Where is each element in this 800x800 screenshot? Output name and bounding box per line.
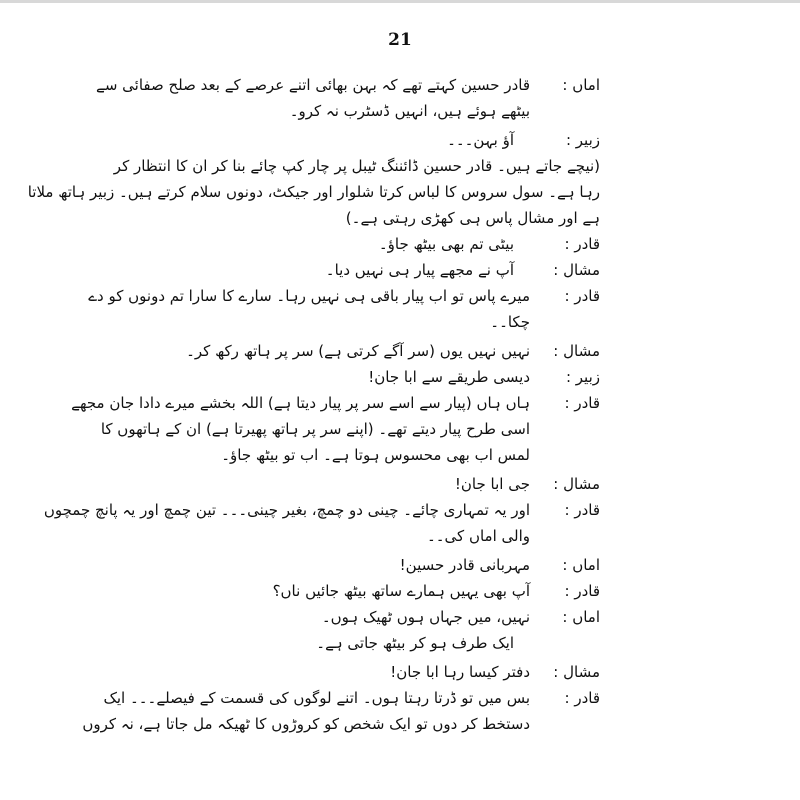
speaker-label: زبیر :	[565, 368, 600, 386]
speaker-label: اماں :	[562, 76, 600, 94]
dialogue-text: ہاں ہاں (پیار سے اسے سر پر پیار دیتا ہے) اللہ بخشے میرے دادا جان مجھے	[71, 394, 530, 412]
stage-direction-line	[190, 205, 600, 231]
dialogue-line	[190, 231, 600, 257]
stage-direction-line	[113, 153, 600, 179]
dialogue-line	[190, 257, 600, 283]
speaker-label: مشال :	[553, 342, 600, 360]
dialogue-line	[100, 416, 600, 442]
stage-direction-line	[27, 179, 600, 205]
dialogue-text: بیٹی تم بھی بیٹھ جاؤ۔	[378, 235, 514, 253]
stage-direction-text: ایک طرف ہو کر بیٹھ جاتی ہے۔	[316, 634, 514, 652]
script-body	[27, 72, 600, 737]
dialogue-text: آؤ بہن۔۔۔	[447, 131, 514, 149]
dialogue-line	[190, 364, 600, 390]
dialogue-line	[190, 578, 600, 604]
dialogue-text: جی ابا جان!	[454, 475, 530, 493]
dialogue-text: بس میں تو ڈرتا رہتا ہوں۔ اتنے لوگوں کی قسمت کے فیصلے۔۔۔ ایک	[103, 689, 530, 707]
dialogue-line	[190, 127, 600, 153]
speaker-label: قادر :	[564, 689, 600, 707]
dialogue-text: اسی طرح پیار دیتے تھے۔ (اپنے سر پر ہاتھ پھیرتا ہے) ان کے ہاتھوں کا	[100, 420, 530, 438]
dialogue-text: دفتر کیسا رہا ابا جان!	[390, 663, 530, 681]
dialogue-line	[190, 552, 600, 578]
speaker-label: مشال :	[553, 261, 600, 279]
dialogue-line	[190, 523, 600, 549]
dialogue-line	[190, 442, 600, 468]
stage-direction-text: رہا ہے۔ سول سروس کا لباس کرتا شلوار اور جیکٹ، دونوں سلام کرتے ہیں۔ زبیر ہاتھ ملاتا	[27, 183, 600, 201]
dialogue-line	[43, 497, 600, 523]
dialogue-line	[190, 98, 600, 124]
dialogue-text: نہیں نہیں یوں (سر آگے کرتی ہے) سر پر ہاتھ رکھ کر۔	[186, 342, 530, 360]
speaker-label: اماں :	[562, 608, 600, 626]
speaker-label: اماں :	[562, 556, 600, 574]
dialogue-line	[190, 309, 600, 335]
dialogue-text: بیٹھے ہوئے ہیں، انہیں ڈسٹرب نہ کرو۔	[289, 102, 530, 120]
dialogue-text: آپ بھی یہیں ہمارے ساتھ بیٹھ جائیں ناں؟	[272, 582, 530, 600]
stage-direction-text: (نیچے جاتے ہیں۔ قادر حسین ڈائننگ ٹیبل پر چار کپ چائے بنا کر ان کا انتظار کر	[113, 157, 600, 175]
dialogue-text: آپ نے مجھے پیار ہی نہیں دیا۔	[325, 261, 514, 279]
speaker-label: قادر :	[564, 394, 600, 412]
speaker-label: مشال :	[553, 663, 600, 681]
dialogue-text: میرے پاس تو اب پیار باقی ہی نہیں رہا۔ سارے کا سارا تم دونوں کو دے	[88, 287, 530, 305]
dialogue-line	[190, 659, 600, 685]
stage-direction-line	[190, 630, 600, 656]
stage-direction-text: ہے اور مشال پاس ہی کھڑی رہتی ہے۔)	[345, 209, 600, 227]
dialogue-text: دستخط کر دوں تو ایک شخص کو کروڑوں کا ٹھیکہ مل جاتا ہے، نہ کروں	[82, 715, 530, 733]
speaker-label: قادر :	[564, 501, 600, 519]
dialogue-text: نہیں، میں جہاں ہوں ٹھیک ہوں۔	[321, 608, 530, 626]
dialogue-text: والی اماں کی۔۔	[426, 527, 530, 545]
speaker-label: قادر :	[564, 287, 600, 305]
dialogue-line	[88, 283, 600, 309]
dialogue-text: اور یہ تمہاری چائے۔ چینی دو چمچ، بغیر چینی۔۔۔ تین چمچ اور یہ پانچ چمچوں	[43, 501, 530, 519]
dialogue-line	[71, 390, 600, 416]
speaker-label: قادر :	[564, 235, 600, 253]
dialogue-text: چکا۔۔	[490, 313, 530, 331]
top-rule	[0, 0, 800, 3]
dialogue-line	[190, 604, 600, 630]
speaker-label: زبیر :	[565, 131, 600, 149]
dialogue-line	[82, 711, 600, 737]
page-number: 21	[388, 30, 412, 50]
dialogue-line	[103, 685, 600, 711]
dialogue-text: مہربانی قادر حسین!	[399, 556, 530, 574]
dialogue-text: دیسی طریقے سے ابا جان!	[368, 368, 530, 386]
speaker-label: قادر :	[564, 582, 600, 600]
dialogue-text: لمس اب بھی محسوس ہوتا ہے۔ اب تو بیٹھ جاؤ۔	[221, 446, 530, 464]
dialogue-line	[96, 72, 600, 98]
speaker-label: مشال :	[553, 475, 600, 493]
dialogue-text: قادر حسین کہتے تھے کہ بہن بھائی اتنے عرصے کے بعد صلح صفائی سے	[96, 76, 530, 94]
dialogue-line	[186, 338, 600, 364]
dialogue-line	[190, 471, 600, 497]
